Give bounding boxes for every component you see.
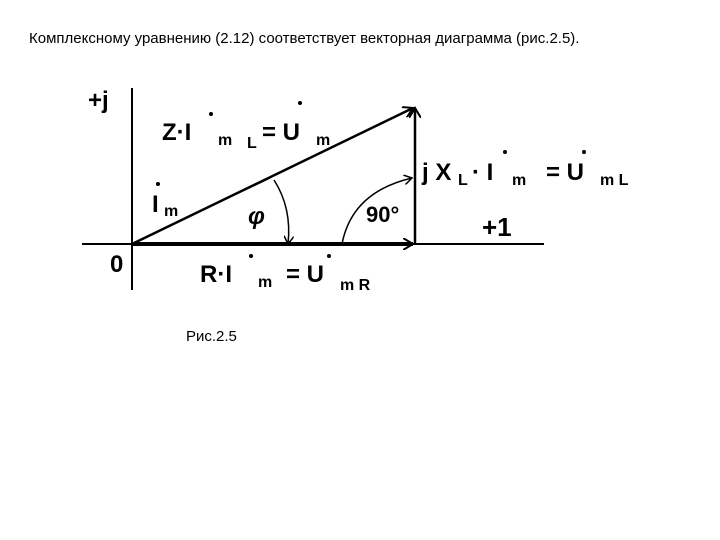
hyp-label-sub3: m: [316, 132, 331, 149]
axis-real-label: +1: [482, 212, 512, 242]
vertical-label-mid: · I: [472, 159, 494, 186]
horizontal-label: [200, 254, 371, 294]
figure-caption: Рис.2.5: [186, 328, 237, 345]
vertical-label-sub2: m: [512, 172, 527, 189]
vertical-label-sub3: m L: [600, 172, 629, 189]
current-dot: [156, 182, 160, 186]
horizontal-label-pre: R·I: [200, 261, 232, 288]
hyp-dot-i: [209, 112, 213, 116]
hyp-label: [162, 101, 330, 152]
phi-arc: [274, 180, 289, 244]
horizontal-dot-i: [249, 254, 253, 258]
vertical-label-sub: L: [458, 172, 468, 189]
vertical-label-pre: j X: [422, 159, 452, 186]
horizontal-label-sub: m: [258, 274, 273, 291]
intro-text: Комплексному уравнению (2.12) соответствует векторная диаграмма (рис.2.5).: [29, 30, 580, 47]
vertical-dot-u: [582, 150, 586, 154]
hyp-label-sub2: L: [247, 135, 257, 152]
current-label: [152, 182, 178, 220]
vertical-label-eq: = U: [546, 159, 585, 186]
current-label-base: I: [152, 191, 159, 218]
hyp-label-left: Z·I: [162, 119, 192, 146]
vertical-dot-i: [503, 150, 507, 154]
current-label-sub: m: [164, 203, 179, 220]
hyp-label-sub: m: [218, 132, 233, 149]
phi-label: φ: [248, 203, 265, 230]
axis-imag-label: +j: [88, 87, 109, 114]
angle-90-label: 90°: [366, 202, 400, 227]
horizontal-dot-u: [327, 254, 331, 258]
vector-im: [236, 178, 270, 194]
hyp-dot-u: [298, 101, 302, 105]
hyp-label-mid: = U: [262, 119, 301, 146]
origin-label: 0: [110, 251, 124, 278]
horizontal-label-sub3: m R: [340, 277, 371, 294]
vertical-label: [421, 150, 629, 189]
horizontal-label-eq: = U: [286, 261, 325, 288]
